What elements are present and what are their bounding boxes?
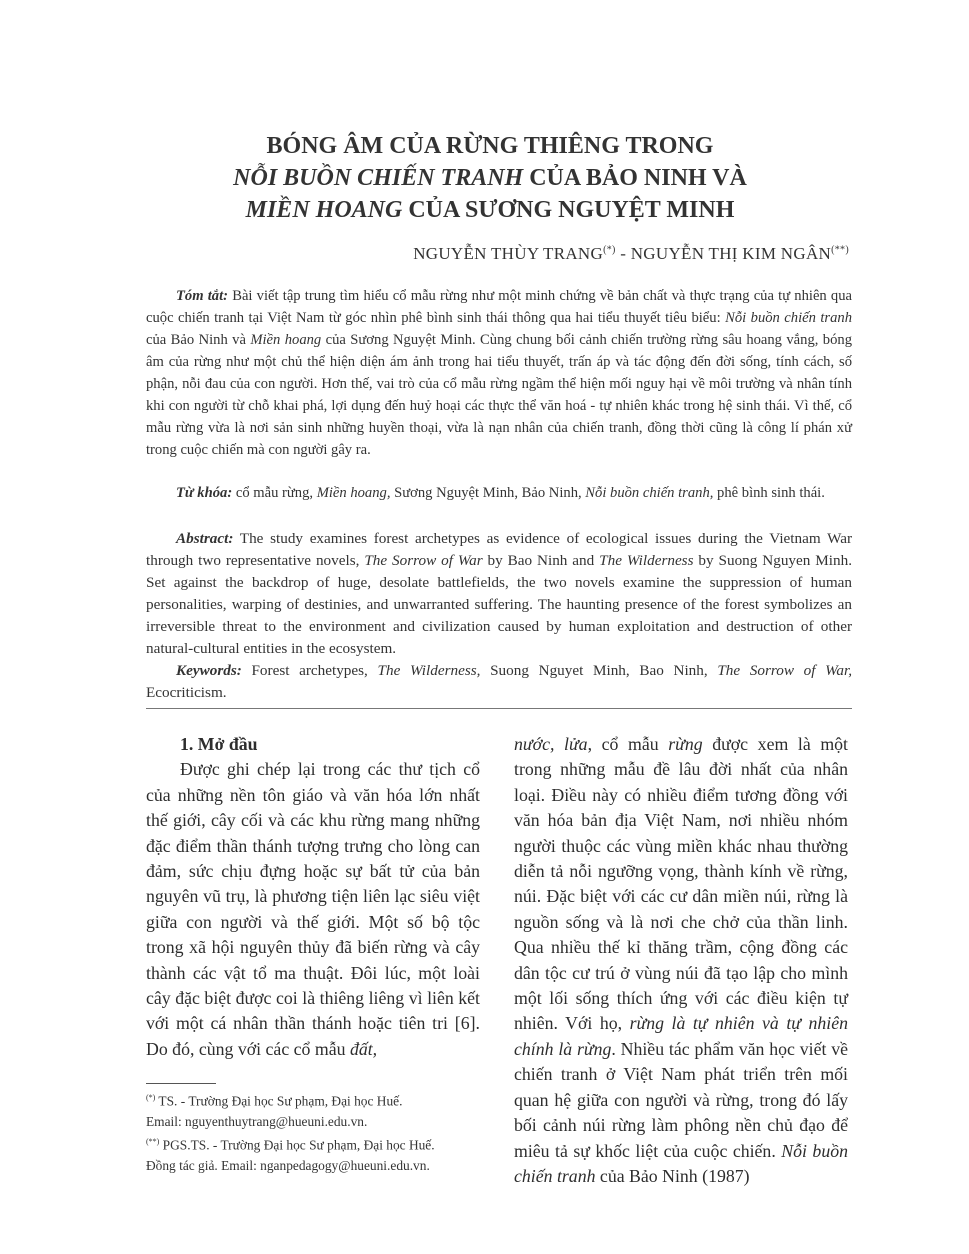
keywords-vi-text-3: phê bình sinh thái. (713, 485, 825, 501)
keywords-en (146, 660, 852, 704)
summary-vi-text-1: Bài viết tập trung tìm hiểu cổ mẫu rừng như một minh chứng về bản chất và thực trạng của tự nhiên qua cuộc chiến tranh tại Việt Nam từ góc nhìn phê bình sinh thái thông qua hai tiểu thuyết tiêu biểu: (146, 288, 852, 326)
footnote-1-line-1: TS. - Trường Đại học Sư phạm, Đại học Huế. (155, 1093, 403, 1109)
footnote-2-mark: (**) (146, 1137, 160, 1147)
section-heading: 1. Mở đầu (180, 734, 258, 754)
body-right-text-4: của Bảo Ninh (1987) (595, 1165, 750, 1186)
author-2-mark: (**) (831, 244, 849, 256)
body-left-text: Được ghi chép lại trong các thư tịch cổ của những nền tôn giáo và văn hóa lớn nhất thế giới, cây cối và các khu rừng mang những đặc điểm thần thánh tượng trưng cho lòng can đảm, sức chịu đựng hoặc sự bất tử của bản nguyên vũ trụ, là phương tiện liên lạc siêu việt giữa con người và thế giới. Một số bộ tộc trong xã hội nguyên thủy đã biến rừng và cây thành các vật tổ ma thuật. Đôi lúc, một loài cây đặc biệt được coi là thiêng liêng vì liên kết với một cá nhân thần thánh hoặc tiên tri [6]. Do đó, cùng với các cổ mẫu (146, 759, 480, 1059)
author-1-mark: (*) (603, 244, 616, 256)
abstract-en-text-3: by Suong Nguyen Minh. Set against the backdrop of huge, desolate battlefields, the two novels examine the suppression of human personalities, warping of destinies, and unwarranted suffering. The haunting presence of the forest symbolizes an irreversible threat to the environment and civilization caused by human exploitation and destruction of other natural-cultural entities in the ecosystem. (146, 552, 852, 657)
body-right-italic-1: nước, lửa (514, 734, 588, 754)
keywords-vi-text-1: cổ mẫu rừng, (232, 485, 317, 501)
footnote-2-line-1: PGS.TS. - Trường Đại học Sư phạm, Đại học Huế. (159, 1137, 435, 1153)
section-divider (146, 708, 852, 709)
body-paragraph-right (514, 732, 848, 1189)
body-right-italic-3: rừng là tự nhiên và tự nhiên chính là rừng (514, 1013, 848, 1059)
title-novel-2: MIỀN HOANG (245, 197, 403, 223)
summary-vi-novel-1: Nỗi buồn chiến tranh (725, 310, 852, 326)
footnote-divider (146, 1083, 216, 1084)
summary-vi-text-3: của Sương Nguyệt Minh. Cùng chung bối cảnh chiến trường rừng sâu hoang vắng, bóng âm của rừng như một chủ thể hiện diện ám ảnh trong hai tiểu thuyết, trấn áp và tác động đến đời sống, tính cách, số phận, nỗi đau của con người. Hơn thế, vai trò của cổ mẫu rừng ngầm thể hiện mối nguy hại về môi trường và nhân tính khi con người từ chỗ khai phá, lợi dụng đến huỷ hoại các thực thể văn hoá - tự nhiên khác trong hệ sinh thái. Vì thế, cổ mẫu rừng vừa là nơi sản sinh những huyền thoại, vừa là nạn nhân của chiến tranh, đồng thời cũng là công lí phán xử trong cuộc chiến mà con người gây ra. (146, 332, 852, 458)
footnote-1-email: Email: nguyenthuytrang@hueuni.edu.vn. (146, 1113, 368, 1129)
body-right-italic-4: Nỗi buồn chiến tranh (514, 1140, 848, 1186)
title-line-1: BÓNG ÂM CỦA RỪNG THIÊNG TRONG (266, 133, 714, 159)
keywords-en-text-3: Ecocriticism. (146, 684, 227, 701)
summary-vi (146, 285, 852, 461)
body-right-italic-2: rừng (668, 734, 703, 754)
keywords-en-kw-2: The Wilderness, (377, 662, 481, 679)
abstract-en-novel-2: The Wilderness (599, 552, 694, 569)
body-right-text-2: được xem là một trong những mẫu đề lâu đời nhất của nhân loại. Điều này có nhiều điểm tương đồng với văn hóa bản địa Việt Nam, nơi nhiều nhóm người thuộc các vùng miền khác nhau thường diễn tả nỗi ngưỡng vọng, thành kính về rừng, núi. Đặc biệt với các cư dân miền núi, rừng là nguồn sống và là nơi che chở của thần linh. Qua nhiều thế kỉ thăng trầm, cộng đồng các dân tộc cư trú ở vùng núi đã tạo lập cho mình một lối sống thích ứng với các điều kiện tự nhiên. Với họ, (514, 734, 849, 1034)
title-line-3 (120, 194, 860, 226)
author-2: NGUYỄN THỊ KIM NGÂN (630, 244, 832, 263)
abstract-en-novel-1: The Sorrow of War (364, 552, 483, 569)
summary-vi-novel-2: Miền hoang (250, 332, 322, 348)
footnotes (146, 1088, 486, 1177)
keywords-en-label: Keywords: (176, 662, 242, 679)
keywords-vi-kw-2: Miền hoang, (316, 485, 391, 501)
body-column-right (514, 732, 848, 1189)
title-line-3-rest: CỦA SƯƠNG NGUYỆT MINH (402, 197, 735, 223)
footnote-2-email: Đồng tác giả. Email: nganpedagogy@hueuni.edu.vn. (146, 1158, 430, 1174)
author-separator: - (615, 244, 631, 263)
abstract-en-text-1: The study examines forest archetypes as evidence of ecological issues during the Vietnam War through two representative novels, (146, 530, 852, 569)
body-column-left (146, 732, 480, 1062)
abstract-en-label: Abstract: (176, 530, 234, 547)
footnote-2 (146, 1132, 486, 1156)
author-line (413, 244, 849, 264)
keywords-en-text-2: Suong Nguyet Minh, Bao Ninh, (480, 662, 718, 679)
summary-vi-label: Tóm tắt: (176, 288, 229, 304)
keywords-en-text-1: Forest archetypes, (241, 662, 378, 679)
keywords-vi-kw-4: Nỗi buồn chiến tranh, (585, 485, 714, 501)
body-right-text-1: , cổ mẫu (587, 734, 669, 754)
keywords-vi (146, 482, 852, 504)
summary-vi-text-2: của Bảo Ninh và (146, 332, 251, 348)
title-novel-1: NỖI BUỒN CHIẾN TRANH (233, 165, 524, 191)
abstract-en-text-2: by Bao Ninh and (482, 552, 600, 569)
footnote-1-mark: (*) (146, 1093, 156, 1102)
author-1: NGUYỄN THÙY TRANG (413, 244, 604, 263)
footnote-1 (146, 1088, 486, 1112)
body-paragraph-left (146, 757, 480, 1062)
abstract-en (146, 528, 852, 660)
keywords-vi-text-2: Sương Nguyệt Minh, Bảo Ninh, (390, 485, 586, 501)
article-title (120, 130, 860, 226)
keywords-en-kw-4: The Sorrow of War, (717, 662, 852, 679)
keywords-vi-label: Từ khóa: (176, 485, 233, 501)
title-line-2 (120, 162, 860, 194)
body-right-text-3: . Nhiều tác phẩm văn học viết về chiến tranh ở Việt Nam phát triển trên mối quan hệ giữa con người và rừng, trong đó lấy bối cảnh núi rừng làm phông nền chủ đạo để miêu tả sự khốc liệt của cuộc chiến. (514, 1038, 849, 1161)
title-line-2-rest: CỦA BẢO NINH VÀ (523, 165, 747, 191)
body-left-italic: đất, (349, 1038, 378, 1059)
